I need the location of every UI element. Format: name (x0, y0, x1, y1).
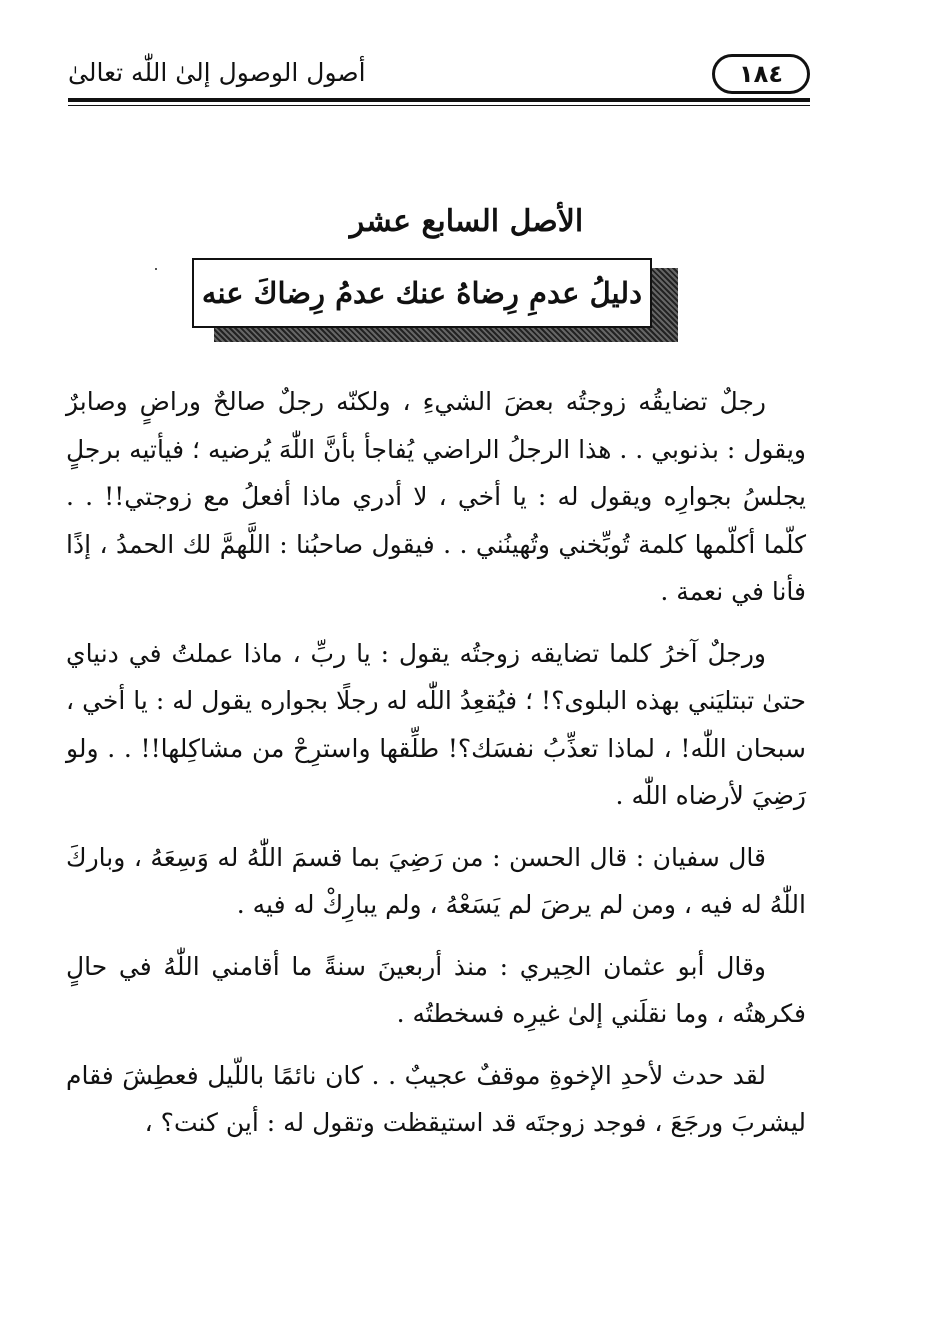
paragraph: وقال أبو عثمان الحِيري : منذ أربعينَ سنةً ما أقامني اللّٰهُ في حالٍ فكرهتُه ، وما نقلَني إلىٰ غيرِه فسخطتُه . (66, 951, 806, 1028)
paragraph: قال سفيان : قال الحسن : من رَضِيَ بما قسمَ اللّٰهُ له وَسِعَهُ ، وباركَ اللّٰهُ له فيه ، ومن لم يرضَ لم يَسَعْهُ ، ولم يبارِكْ له فيه . (66, 842, 806, 919)
stray-dot (155, 268, 157, 270)
paragraph: رجلٌ تضايقُه زوجتُه بعضَ الشيءِ ، ولكنّه رجلٌ صالحٌ وراضٍ وصابرٌ ويقول : بذنوبي . . هذا الرجلُ الراضي يُفاجأ بأنَّ اللّٰهَ يُرضيه ؛ فيأتيه برجلٍ يجلسُ بجوارِه ويقول له : يا أخي ، لا أدري ماذا أفعلُ مع زوجتي!! . . كلّما أكلّمها كلمة تُوبِّخني وتُهينُني . . فيقول صاحبُنا : اللَّهمَّ لك الحمدُ ، إذًا فأنا في نعمة . (66, 387, 806, 606)
running-header (68, 44, 810, 104)
header-rule (68, 98, 810, 102)
body-text (66, 378, 806, 1161)
chapter-title: دليلُ عدمِ رِضاهُ عنك عدمُ رِضاكَ عنه (192, 258, 652, 328)
chapter-title-frame (192, 258, 678, 342)
header-rule-thin (68, 105, 810, 106)
book-title: أصول الوصول إلىٰ اللّٰه تعالىٰ (68, 58, 366, 87)
page-number: ١٨٤ (712, 54, 810, 94)
paragraph: ورجلٌ آخرُ كلما تضايقه زوجتُه يقول : يا ربِّ ، ماذا عملتُ في دنياي حتىٰ تبتليَني بهذه البلوى؟! ؛ فيُقعِدُ اللّٰه له رجلًا بجواره يقول له : يا أخي ، سبحان اللّٰه! ، لماذا تعذِّبُ نفسَك؟! طلِّقها واسترِحْ من مشاكِلها!! . . ولو رَضِيَ لأرضاه اللّٰه . (66, 638, 806, 810)
paragraph: لقد حدث لأحدِ الإخوةِ موقفٌ عجيبٌ . . كان نائمًا باللّيل فعطِشَ فقام ليشربَ ورجَعَ ، فوجد زوجتَه قد استيقظت وتقول له : أين كنت؟ ، (66, 1060, 806, 1137)
chapter-heading: الأصل السابع عشر (349, 204, 584, 239)
